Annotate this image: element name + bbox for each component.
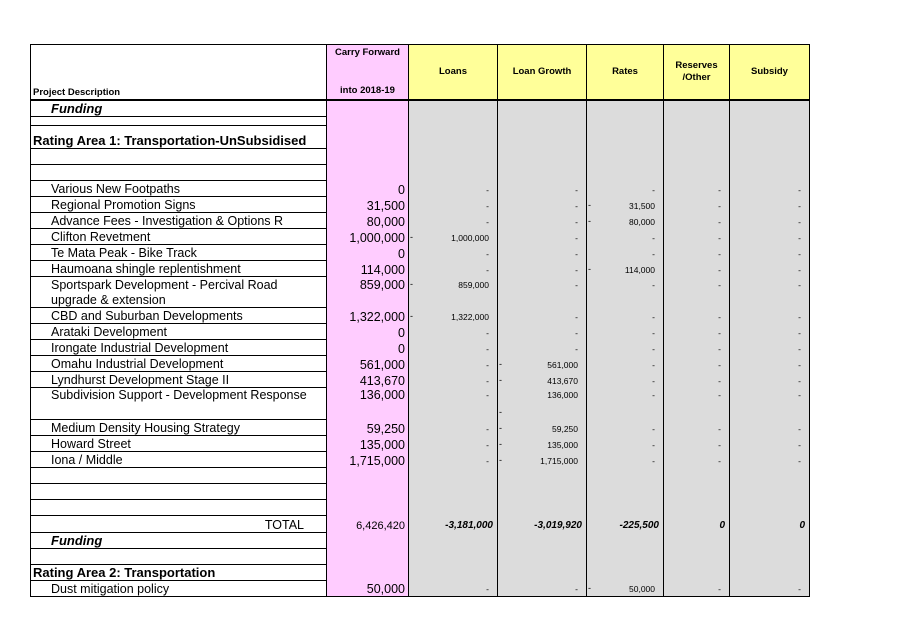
row-description: Dust mitigation policy bbox=[31, 581, 327, 597]
row-reserves: - bbox=[664, 356, 730, 372]
row-loan-growth: - 561,000 bbox=[498, 356, 587, 372]
row-loan-growth: - 136,000 bbox=[498, 388, 587, 420]
row-carry-forward: 59,250 bbox=[327, 420, 409, 436]
row-reserves: - bbox=[664, 436, 730, 452]
row-carry-forward: 0 bbox=[327, 181, 409, 197]
total-rates: -225,500 bbox=[587, 516, 664, 533]
row-subsidy: - bbox=[730, 197, 810, 213]
header-reserves-other: Reserves /Other bbox=[664, 45, 730, 101]
table-row bbox=[31, 197, 810, 213]
row-carry-forward: 413,670 bbox=[327, 372, 409, 388]
spacer-row bbox=[31, 149, 810, 165]
section-title: Rating Area 2: Transportation bbox=[31, 565, 327, 581]
spacer-row bbox=[31, 500, 810, 516]
header-carry-forward-line2: into 2018-19 bbox=[340, 85, 395, 96]
row-reserves: - bbox=[664, 308, 730, 324]
row-subsidy: - bbox=[730, 229, 810, 245]
total-label: TOTAL bbox=[31, 516, 327, 533]
row-subsidy: - bbox=[730, 277, 810, 293]
row-description: Arataki Development bbox=[31, 324, 327, 340]
row-rates: - bbox=[587, 340, 664, 356]
row-carry-forward: 136,000 bbox=[327, 388, 409, 420]
row-description: Regional Promotion Signs bbox=[31, 197, 327, 213]
row-rates: - bbox=[587, 436, 664, 452]
spacer-row bbox=[31, 484, 810, 500]
capital-projects-table bbox=[30, 44, 810, 597]
row-description: Te Mata Peak - Bike Track bbox=[31, 245, 327, 261]
row-carry-forward: 114,000 bbox=[327, 261, 409, 277]
row-loans: - bbox=[409, 181, 498, 197]
row-loans: - 1,322,000 bbox=[409, 308, 498, 324]
table-row bbox=[31, 213, 810, 229]
row-rates: - bbox=[587, 452, 664, 468]
row-loans: - bbox=[409, 372, 498, 388]
row-description: Sportspark Development - Percival Road bbox=[31, 277, 327, 293]
table-row bbox=[31, 581, 810, 597]
row-reserves: - bbox=[664, 229, 730, 245]
row-subsidy: - bbox=[730, 324, 810, 340]
row-reserves: - bbox=[664, 340, 730, 356]
row-description: Lyndhurst Development Stage II bbox=[31, 372, 327, 388]
table-row bbox=[31, 324, 810, 340]
spreadsheet bbox=[30, 44, 810, 597]
row-loans: - bbox=[409, 581, 498, 597]
spacer-row bbox=[31, 117, 810, 126]
row-subsidy: - bbox=[730, 213, 810, 229]
row-loans: - bbox=[409, 356, 498, 372]
row-loans: - bbox=[409, 197, 498, 213]
row-subsidy: - bbox=[730, 436, 810, 452]
row-loan-growth: - 135,000 bbox=[498, 436, 587, 452]
row-reserves: - bbox=[664, 197, 730, 213]
table-row-continuation bbox=[31, 292, 810, 308]
row-rates: - bbox=[587, 181, 664, 197]
row-carry-forward: 859,000 bbox=[327, 277, 409, 293]
table-row bbox=[31, 436, 810, 452]
row-loans: - bbox=[409, 436, 498, 452]
row-description: Clifton Revetment bbox=[31, 229, 327, 245]
row-loan-growth: - bbox=[498, 581, 587, 597]
row-description: Haumoana shingle replentishment bbox=[31, 261, 327, 277]
row-rates: - bbox=[587, 324, 664, 340]
row-loans: - bbox=[409, 420, 498, 436]
row-description-continued: upgrade & extension bbox=[31, 292, 327, 308]
table-row bbox=[31, 181, 810, 197]
row-carry-forward: 0 bbox=[327, 324, 409, 340]
row-description: Medium Density Housing Strategy bbox=[31, 420, 327, 436]
row-reserves: - bbox=[664, 277, 730, 293]
row-description: Omahu Industrial Development bbox=[31, 356, 327, 372]
row-loans: - bbox=[409, 245, 498, 261]
table-row bbox=[31, 420, 810, 436]
row-subsidy: - bbox=[730, 372, 810, 388]
total-subsidy: 0 bbox=[730, 516, 810, 533]
row-carry-forward: 1,322,000 bbox=[327, 308, 409, 324]
row-loan-growth: - bbox=[498, 229, 587, 245]
row-subsidy: - bbox=[730, 581, 810, 597]
spacer-row bbox=[31, 468, 810, 484]
table-row bbox=[31, 261, 810, 277]
row-loans: - bbox=[409, 261, 498, 277]
row-rates: - bbox=[587, 356, 664, 372]
row-carry-forward: 80,000 bbox=[327, 213, 409, 229]
row-carry-forward: 1,000,000 bbox=[327, 229, 409, 245]
table-row bbox=[31, 229, 810, 245]
row-rates: - 31,500 bbox=[587, 197, 664, 213]
total-carry-forward: 6,426,420 bbox=[327, 516, 409, 533]
row-subsidy: - bbox=[730, 308, 810, 324]
row-loan-growth: - bbox=[498, 340, 587, 356]
row-loans: - bbox=[409, 324, 498, 340]
table-row bbox=[31, 356, 810, 372]
row-rates: - bbox=[587, 388, 664, 420]
row-loan-growth: - bbox=[498, 261, 587, 277]
row-reserves: - bbox=[664, 261, 730, 277]
row-rates: - bbox=[587, 372, 664, 388]
row-loans: - bbox=[409, 452, 498, 468]
row-rates: - bbox=[587, 245, 664, 261]
funding-row bbox=[31, 533, 810, 549]
total-reserves: 0 bbox=[664, 516, 730, 533]
funding-label: Funding bbox=[31, 100, 327, 117]
row-loan-growth: - bbox=[498, 324, 587, 340]
header-row bbox=[31, 45, 810, 101]
row-reserves: - bbox=[664, 388, 730, 420]
row-carry-forward: 135,000 bbox=[327, 436, 409, 452]
row-loan-growth: - bbox=[498, 245, 587, 261]
section-row-area1 bbox=[31, 126, 810, 149]
header-rates: Rates bbox=[587, 45, 664, 101]
row-description: Iona / Middle bbox=[31, 452, 327, 468]
row-subsidy: - bbox=[730, 356, 810, 372]
row-loan-growth: - 413,670 bbox=[498, 372, 587, 388]
row-subsidy: - bbox=[730, 261, 810, 277]
table-row bbox=[31, 452, 810, 468]
row-description: Advance Fees - Investigation & Options R bbox=[31, 213, 327, 229]
row-subsidy: - bbox=[730, 340, 810, 356]
row-loan-growth: - 1,715,000 bbox=[498, 452, 587, 468]
row-carry-forward: 50,000 bbox=[327, 581, 409, 597]
table-row bbox=[31, 277, 810, 293]
section-title: Rating Area 1: Transportation-UnSubsidised bbox=[31, 126, 327, 149]
table-row bbox=[31, 340, 810, 356]
row-carry-forward: 1,715,000 bbox=[327, 452, 409, 468]
section-row-area2 bbox=[31, 565, 810, 581]
row-reserves: - bbox=[664, 324, 730, 340]
row-rates: - bbox=[587, 277, 664, 293]
row-rates: - bbox=[587, 420, 664, 436]
row-carry-forward: 0 bbox=[327, 340, 409, 356]
spacer-row bbox=[31, 165, 810, 181]
row-loan-growth: - bbox=[498, 181, 587, 197]
row-carry-forward: 561,000 bbox=[327, 356, 409, 372]
row-description: Irongate Industrial Development bbox=[31, 340, 327, 356]
row-subsidy: - bbox=[730, 388, 810, 420]
header-project-description: Project Description bbox=[31, 45, 327, 101]
row-loan-growth: - 59,250 bbox=[498, 420, 587, 436]
table-row bbox=[31, 308, 810, 324]
row-reserves: - bbox=[664, 452, 730, 468]
header-carry-forward-line1: Carry Forward bbox=[335, 47, 400, 58]
row-loans: - bbox=[409, 388, 498, 420]
row-loan-growth: - bbox=[498, 308, 587, 324]
row-description: Subdivision Support - Development Response bbox=[31, 388, 327, 420]
header-carry-forward bbox=[327, 45, 409, 101]
row-loans: - bbox=[409, 213, 498, 229]
row-carry-forward: 31,500 bbox=[327, 197, 409, 213]
row-loans: - 1,000,000 bbox=[409, 229, 498, 245]
row-carry-forward: 0 bbox=[327, 245, 409, 261]
total-row bbox=[31, 516, 810, 533]
row-reserves: - bbox=[664, 181, 730, 197]
row-rates: - 114,000 bbox=[587, 261, 664, 277]
row-rates: - 50,000 bbox=[587, 581, 664, 597]
row-rates: - bbox=[587, 229, 664, 245]
row-reserves: - bbox=[664, 581, 730, 597]
header-loan-growth: Loan Growth bbox=[498, 45, 587, 101]
row-loan-growth: - bbox=[498, 277, 587, 293]
row-subsidy: - bbox=[730, 181, 810, 197]
row-rates: - 80,000 bbox=[587, 213, 664, 229]
row-subsidy: - bbox=[730, 245, 810, 261]
total-loan-growth: -3,019,920 bbox=[498, 516, 587, 533]
row-loans: - 859,000 bbox=[409, 277, 498, 293]
row-reserves: - bbox=[664, 372, 730, 388]
row-description: Howard Street bbox=[31, 436, 327, 452]
row-loan-growth: - bbox=[498, 197, 587, 213]
header-subsidy: Subsidy bbox=[730, 45, 810, 101]
table-row bbox=[31, 245, 810, 261]
row-rates: - bbox=[587, 308, 664, 324]
table-row bbox=[31, 388, 810, 420]
row-reserves: - bbox=[664, 420, 730, 436]
table-row bbox=[31, 372, 810, 388]
row-loans: - bbox=[409, 340, 498, 356]
row-loan-growth: - bbox=[498, 213, 587, 229]
total-loans: -3,181,000 bbox=[409, 516, 498, 533]
funding-label: Funding bbox=[31, 533, 327, 549]
header-loans: Loans bbox=[409, 45, 498, 101]
spacer-row bbox=[31, 549, 810, 565]
row-reserves: - bbox=[664, 213, 730, 229]
funding-row bbox=[31, 100, 810, 117]
row-subsidy: - bbox=[730, 420, 810, 436]
row-description: CBD and Suburban Developments bbox=[31, 308, 327, 324]
row-description: Various New Footpaths bbox=[31, 181, 327, 197]
row-subsidy: - bbox=[730, 452, 810, 468]
row-reserves: - bbox=[664, 245, 730, 261]
